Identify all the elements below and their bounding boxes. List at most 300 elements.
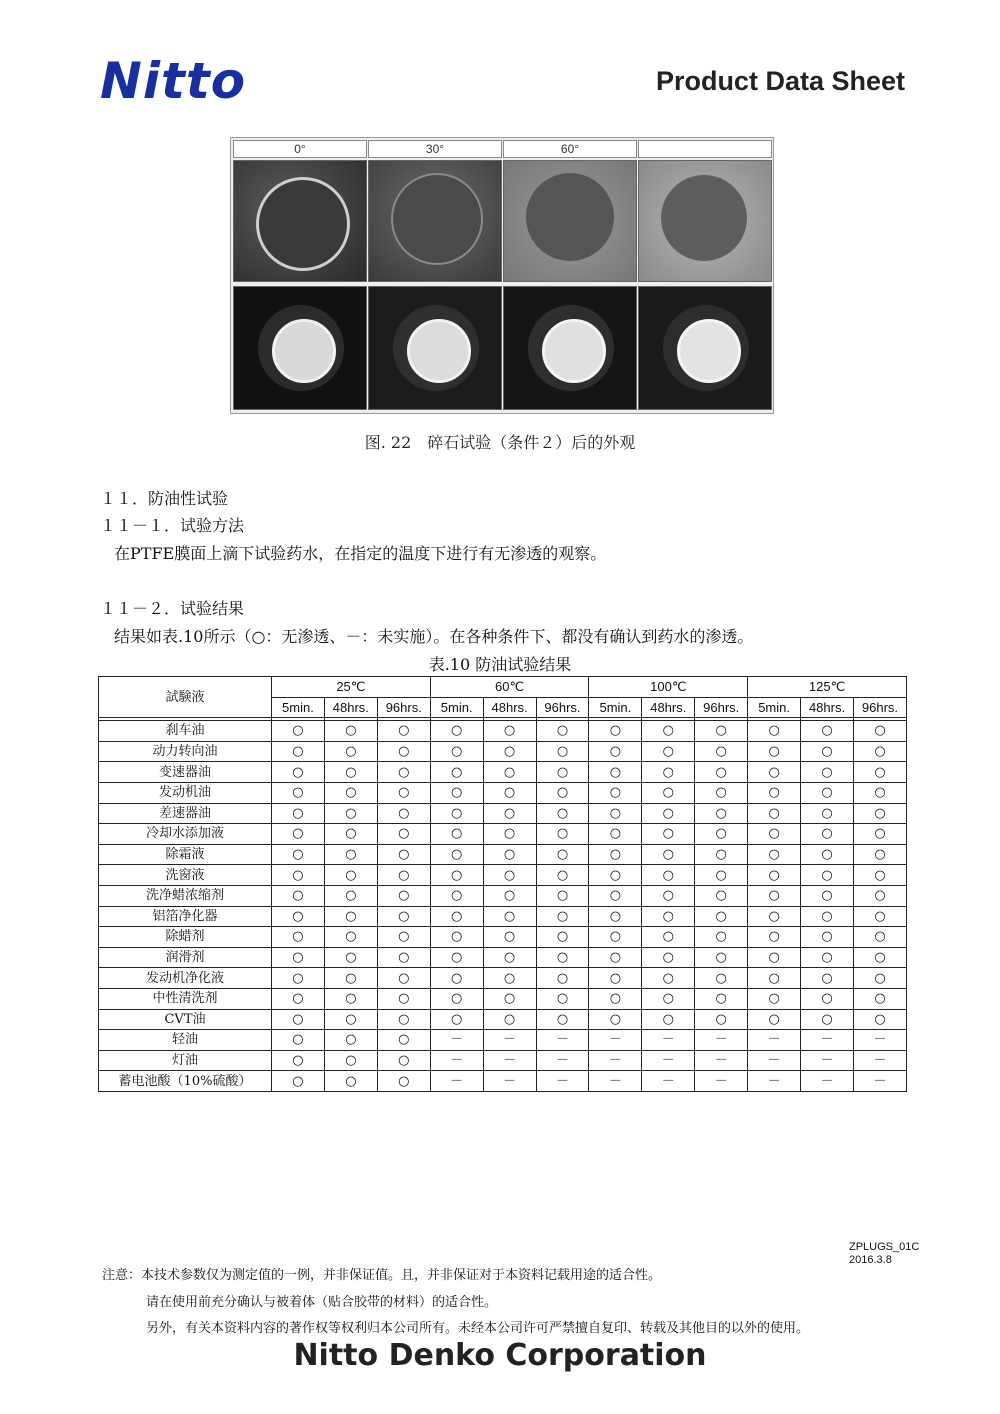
table-row (99, 1009, 907, 1030)
photo-bottom-60 (503, 286, 637, 410)
result-cell: ○ (853, 885, 906, 906)
result-cell: ○ (324, 1071, 377, 1092)
result-cell: － (536, 1030, 589, 1051)
result-cell: ○ (377, 885, 430, 906)
photo-top-0 (233, 160, 367, 282)
result-cell: ○ (695, 824, 748, 845)
temp-header: 100℃ (589, 677, 748, 698)
nitto-logo: Nitto (100, 52, 247, 110)
oil-resistance-table (98, 676, 907, 1092)
test-liquid-name: 铝箔净化器 (99, 906, 272, 927)
result-cell: ○ (853, 865, 906, 886)
result-cell: ○ (377, 1050, 430, 1071)
result-cell: ○ (430, 824, 483, 845)
result-cell: ○ (642, 824, 695, 845)
result-cell: ○ (801, 1009, 854, 1030)
duration-header: 48hrs. (324, 697, 377, 718)
test-liquid-name: 除蜡剂 (99, 927, 272, 948)
result-cell: ○ (853, 741, 906, 762)
result-cell: ○ (695, 762, 748, 783)
result-cell: ○ (853, 1009, 906, 1030)
result-cell: ○ (589, 1009, 642, 1030)
result-cell: ○ (536, 824, 589, 845)
result-cell: ○ (272, 927, 325, 948)
test-liquid-name: 差速器油 (99, 803, 272, 824)
result-cell: ○ (642, 1009, 695, 1030)
result-cell: ○ (272, 865, 325, 886)
result-cell: ○ (377, 782, 430, 803)
result-cell: ○ (853, 947, 906, 968)
doc-date: 2016.3.8 (849, 1254, 892, 1266)
result-cell: ○ (801, 762, 854, 783)
result-cell: ○ (589, 782, 642, 803)
result-cell: ○ (801, 741, 854, 762)
result-cell: ○ (324, 988, 377, 1009)
result-cell: ○ (430, 762, 483, 783)
result-cell: ○ (324, 762, 377, 783)
result-cell: ○ (801, 947, 854, 968)
table-row (99, 1030, 907, 1051)
table-row (99, 844, 907, 865)
photo-top-60 (503, 160, 637, 282)
result-cell: ○ (377, 762, 430, 783)
result-cell: ○ (377, 1071, 430, 1092)
result-cell: ○ (377, 906, 430, 927)
result-cell: － (430, 1030, 483, 1051)
result-cell: － (853, 1050, 906, 1071)
result-cell: ○ (801, 721, 854, 742)
result-cell: － (483, 1030, 536, 1051)
result-cell: ○ (324, 968, 377, 989)
test-liquid-name: 洗窗液 (99, 865, 272, 886)
result-cell: ○ (748, 721, 801, 742)
result-cell: ○ (272, 741, 325, 762)
temp-header: 25℃ (272, 677, 431, 698)
result-cell: － (748, 1050, 801, 1071)
result-cell: ○ (589, 968, 642, 989)
result-cell: ○ (324, 824, 377, 845)
result-cell: ○ (272, 844, 325, 865)
result-cell: ○ (483, 927, 536, 948)
result-cell: ○ (748, 762, 801, 783)
result-cell: ○ (483, 762, 536, 783)
test-liquid-name: 除霜液 (99, 844, 272, 865)
result-cell: ○ (589, 741, 642, 762)
result-cell: ○ (801, 927, 854, 948)
result-cell: ○ (272, 988, 325, 1009)
result-cell: ○ (324, 947, 377, 968)
result-cell: ○ (853, 844, 906, 865)
result-cell: ○ (324, 782, 377, 803)
result-cell: ○ (324, 906, 377, 927)
test-liquid-name: 洗净蜡浓缩剂 (99, 885, 272, 906)
result-cell: ○ (483, 721, 536, 742)
table-row (99, 803, 907, 824)
result-cell: ○ (801, 803, 854, 824)
result-cell: ○ (853, 762, 906, 783)
result-cell: ○ (748, 988, 801, 1009)
duration-header: 96hrs. (853, 697, 906, 718)
result-cell: ○ (801, 906, 854, 927)
table-row (99, 865, 907, 886)
result-cell: ○ (642, 927, 695, 948)
test-liquid-name: 发动机油 (99, 782, 272, 803)
test-liquid-name: 蓄电池酸（10%硫酸） (99, 1071, 272, 1092)
result-cell: ○ (642, 988, 695, 1009)
result-cell: ○ (589, 844, 642, 865)
photo-bottom-30 (368, 286, 502, 410)
col-label-0: 0° (233, 140, 367, 158)
result-cell: ○ (748, 865, 801, 886)
result-cell: ○ (483, 988, 536, 1009)
photo-bottom-0 (233, 286, 367, 410)
result-cell: ○ (642, 803, 695, 824)
table-row (99, 721, 907, 742)
result-cell: － (695, 1071, 748, 1092)
result-cell: ○ (642, 741, 695, 762)
table-row (99, 988, 907, 1009)
result-cell: ○ (377, 824, 430, 845)
result-cell: ○ (272, 762, 325, 783)
result-cell: ○ (377, 968, 430, 989)
result-cell: ○ (272, 906, 325, 927)
result-cell: ○ (536, 947, 589, 968)
result-cell: ○ (324, 865, 377, 886)
result-cell: ○ (272, 803, 325, 824)
result-cell: ○ (589, 988, 642, 1009)
temp-header: 125℃ (748, 677, 907, 698)
result-cell: ○ (853, 968, 906, 989)
result-cell: ○ (536, 762, 589, 783)
result-cell: ○ (377, 1009, 430, 1030)
result-cell: ○ (642, 968, 695, 989)
test-liquid-name: 润滑剂 (99, 947, 272, 968)
result-cell: ○ (642, 782, 695, 803)
result-cell: ○ (324, 803, 377, 824)
result-cell: － (642, 1030, 695, 1051)
result-cell: ○ (272, 824, 325, 845)
result-cell: ○ (853, 803, 906, 824)
result-cell: ○ (695, 947, 748, 968)
test-liquid-name: 动力转向油 (99, 741, 272, 762)
result-cell: ○ (272, 1030, 325, 1051)
result-cell: ○ (642, 865, 695, 886)
result-cell: ○ (536, 988, 589, 1009)
result-cell: ○ (748, 968, 801, 989)
result-cell: ○ (377, 721, 430, 742)
test-liquid-name: 轻油 (99, 1030, 272, 1051)
result-cell: ○ (483, 824, 536, 845)
result-cell: ○ (536, 844, 589, 865)
col-label-blank (638, 140, 772, 158)
result-cell: ○ (430, 782, 483, 803)
test-liquid-name: 冷却水添加液 (99, 824, 272, 845)
test-liquid-name: CVT油 (99, 1009, 272, 1030)
result-cell: ○ (748, 1009, 801, 1030)
result-cell: ○ (589, 762, 642, 783)
result-cell: ○ (853, 721, 906, 742)
result-cell: ○ (483, 906, 536, 927)
result-cell: ○ (642, 947, 695, 968)
result-cell: ○ (483, 865, 536, 886)
duration-header: 5min. (589, 697, 642, 718)
duration-header: 48hrs. (483, 697, 536, 718)
table-row (99, 906, 907, 927)
result-cell: ○ (324, 1009, 377, 1030)
result-cell: ○ (801, 782, 854, 803)
result-cell: ○ (483, 741, 536, 762)
result-cell: ○ (801, 988, 854, 1009)
result-cell: ○ (272, 968, 325, 989)
result-cell: ○ (430, 988, 483, 1009)
result-cell: ○ (377, 1030, 430, 1051)
result-cell: ○ (748, 741, 801, 762)
duration-header: 5min. (272, 697, 325, 718)
doc-type-title: Product Data Sheet (655, 66, 905, 96)
result-cell: － (642, 1071, 695, 1092)
photo-top-blank (638, 160, 772, 282)
result-cell: ○ (642, 885, 695, 906)
temp-header: 60℃ (430, 677, 589, 698)
result-cell: － (642, 1050, 695, 1071)
result-cell: ○ (430, 721, 483, 742)
result-cell: － (853, 1071, 906, 1092)
document-id (849, 1241, 919, 1267)
result-cell: ○ (748, 782, 801, 803)
result-cell: ○ (483, 1009, 536, 1030)
section-heading-11-2: １１－２．试验结果 (100, 599, 245, 618)
result-cell: ○ (272, 782, 325, 803)
result-cell: ○ (695, 721, 748, 742)
doc-code: ZPLUGS_01C (849, 1241, 920, 1253)
result-cell: － (483, 1071, 536, 1092)
result-cell: ○ (377, 927, 430, 948)
result-cell: ○ (853, 782, 906, 803)
result-cell: ○ (272, 1071, 325, 1092)
result-cell: ○ (430, 1009, 483, 1030)
table-row (99, 1050, 907, 1071)
result-cell: ○ (483, 885, 536, 906)
result-cell: ○ (272, 1050, 325, 1071)
result-cell: ○ (853, 906, 906, 927)
result-cell: ○ (324, 1030, 377, 1051)
result-cell: － (695, 1050, 748, 1071)
result-cell: ○ (536, 865, 589, 886)
result-cell: ○ (377, 988, 430, 1009)
result-cell: ○ (695, 803, 748, 824)
result-cell: ○ (430, 803, 483, 824)
result-cell: ○ (377, 844, 430, 865)
result-cell: － (801, 1050, 854, 1071)
result-cell: ○ (589, 885, 642, 906)
note-line-2: 请在使用前充分确认与被着体（贴合胶带的材料）的适合性。 (146, 1295, 498, 1310)
section-heading-11-1: １１－１．试验方法 (100, 516, 245, 535)
result-cell: ○ (272, 721, 325, 742)
test-liquid-name: 中性清洗剂 (99, 988, 272, 1009)
table-row (99, 927, 907, 948)
result-cell: ○ (324, 844, 377, 865)
result-cell: ○ (748, 885, 801, 906)
table-row (99, 1071, 907, 1092)
result-cell: ○ (801, 824, 854, 845)
result-cell: － (430, 1050, 483, 1071)
duration-header: 5min. (430, 697, 483, 718)
figure-caption: 图. 22 碎石试验（条件２）后的外观 (364, 433, 636, 452)
result-cell: ○ (853, 824, 906, 845)
result-cell: － (536, 1071, 589, 1092)
table-title: 表.10 防油试验结果 (428, 655, 572, 674)
result-cell: ○ (589, 947, 642, 968)
result-cell: ○ (324, 927, 377, 948)
duration-header: 96hrs. (695, 697, 748, 718)
result-cell: － (695, 1030, 748, 1051)
duration-header: 48hrs. (642, 697, 695, 718)
method-paragraph: 在PTFE膜面上滴下试验药水，在指定的温度下进行有无渗透的观察。 (114, 544, 607, 563)
table-row (99, 741, 907, 762)
result-cell: ○ (483, 803, 536, 824)
test-liquid-name: 变速器油 (99, 762, 272, 783)
result-cell: ○ (536, 885, 589, 906)
result-cell: ○ (536, 803, 589, 824)
table-row (99, 782, 907, 803)
result-cell: － (589, 1030, 642, 1051)
result-cell: － (589, 1071, 642, 1092)
result-cell: ○ (589, 803, 642, 824)
result-cell: ○ (430, 968, 483, 989)
result-cell: － (748, 1071, 801, 1092)
result-cell: ○ (272, 947, 325, 968)
table-row (99, 968, 907, 989)
result-cell: － (430, 1071, 483, 1092)
result-cell: ○ (589, 824, 642, 845)
photo-top-30 (368, 160, 502, 282)
note-line-1: 注意：本技术参数仅为测定值的一例，并非保证值。且，并非保证对于本资料记载用途的适合性。 (102, 1268, 662, 1283)
result-cell: ○ (801, 844, 854, 865)
result-cell: ○ (695, 906, 748, 927)
result-cell: ○ (536, 968, 589, 989)
result-cell: ○ (430, 885, 483, 906)
result-cell: ○ (695, 741, 748, 762)
result-cell: ○ (748, 824, 801, 845)
result-cell: ○ (642, 906, 695, 927)
company-name: Nitto Denko Corporation (293, 1338, 707, 1373)
result-cell: ○ (536, 927, 589, 948)
result-cell: ○ (695, 865, 748, 886)
result-cell: ○ (536, 1009, 589, 1030)
duration-header: 48hrs. (801, 697, 854, 718)
result-cell: － (801, 1071, 854, 1092)
test-liquid-name: 发动机净化液 (99, 968, 272, 989)
result-cell: ○ (483, 782, 536, 803)
result-cell: ○ (377, 803, 430, 824)
result-cell: ○ (642, 762, 695, 783)
result-cell: ○ (853, 988, 906, 1009)
result-cell: ○ (324, 885, 377, 906)
result-cell: ○ (801, 885, 854, 906)
result-cell: ○ (853, 927, 906, 948)
result-cell: ○ (430, 844, 483, 865)
temperature-header-row (99, 677, 907, 698)
result-cell: ○ (748, 927, 801, 948)
test-liquid-header: 試験液 (99, 677, 272, 718)
result-cell: ○ (589, 721, 642, 742)
table-row (99, 947, 907, 968)
test-liquid-name: 灯油 (99, 1050, 272, 1071)
result-cell: ○ (377, 741, 430, 762)
result-cell: ○ (695, 1009, 748, 1030)
result-cell: ○ (430, 906, 483, 927)
result-cell: － (801, 1030, 854, 1051)
result-cell: ○ (695, 782, 748, 803)
col-label-30: 30° (368, 140, 502, 158)
section-heading-11: １１．防油性试验 (100, 489, 229, 508)
result-cell: ○ (801, 968, 854, 989)
result-cell: ○ (272, 885, 325, 906)
result-cell: ○ (695, 885, 748, 906)
result-cell: ○ (801, 865, 854, 886)
result-cell: ○ (324, 741, 377, 762)
result-cell: ○ (589, 927, 642, 948)
result-cell: ○ (324, 721, 377, 742)
result-cell: ○ (589, 906, 642, 927)
result-cell: ○ (748, 803, 801, 824)
result-cell: ○ (324, 1050, 377, 1071)
result-cell: － (748, 1030, 801, 1051)
result-cell: ○ (642, 721, 695, 742)
result-cell: ○ (536, 906, 589, 927)
duration-header: 5min. (748, 697, 801, 718)
result-cell: ○ (430, 947, 483, 968)
result-cell: ○ (589, 865, 642, 886)
result-cell: ○ (483, 844, 536, 865)
result-cell: ○ (748, 844, 801, 865)
result-cell: ○ (430, 865, 483, 886)
result-cell: ○ (536, 721, 589, 742)
result-cell: ○ (536, 741, 589, 762)
result-cell: ○ (695, 968, 748, 989)
result-cell: ○ (748, 947, 801, 968)
result-cell: ○ (695, 844, 748, 865)
result-cell: ○ (272, 1009, 325, 1030)
result-cell: － (589, 1050, 642, 1071)
table-row (99, 824, 907, 845)
gravel-test-figure (230, 137, 774, 414)
result-cell: ○ (483, 947, 536, 968)
table-row (99, 885, 907, 906)
result-cell: ○ (377, 865, 430, 886)
result-cell: － (536, 1050, 589, 1071)
result-cell: － (853, 1030, 906, 1051)
result-cell: ○ (430, 741, 483, 762)
result-cell: ○ (377, 947, 430, 968)
result-cell: － (483, 1050, 536, 1071)
result-cell: ○ (430, 927, 483, 948)
duration-header: 96hrs. (377, 697, 430, 718)
result-paragraph: 结果如表.10所示（○：无渗透、－：未实施）。在各种条件下、都没有确认到药水的渗透。 (114, 627, 754, 646)
result-cell: ○ (695, 988, 748, 1009)
table-row (99, 762, 907, 783)
test-liquid-name: 刹车油 (99, 721, 272, 742)
note-line-3: 另外，有关本资料内容的著作权等权利归本公司所有。未经本公司许可严禁擅自复印、转载及其他目的以外的使用。 (146, 1321, 810, 1336)
col-label-60: 60° (503, 140, 637, 158)
duration-header: 96hrs. (536, 697, 589, 718)
result-cell: ○ (748, 906, 801, 927)
result-cell: ○ (536, 782, 589, 803)
photo-bottom-blank (638, 286, 772, 410)
result-cell: ○ (483, 968, 536, 989)
result-cell: ○ (695, 927, 748, 948)
result-cell: ○ (642, 844, 695, 865)
